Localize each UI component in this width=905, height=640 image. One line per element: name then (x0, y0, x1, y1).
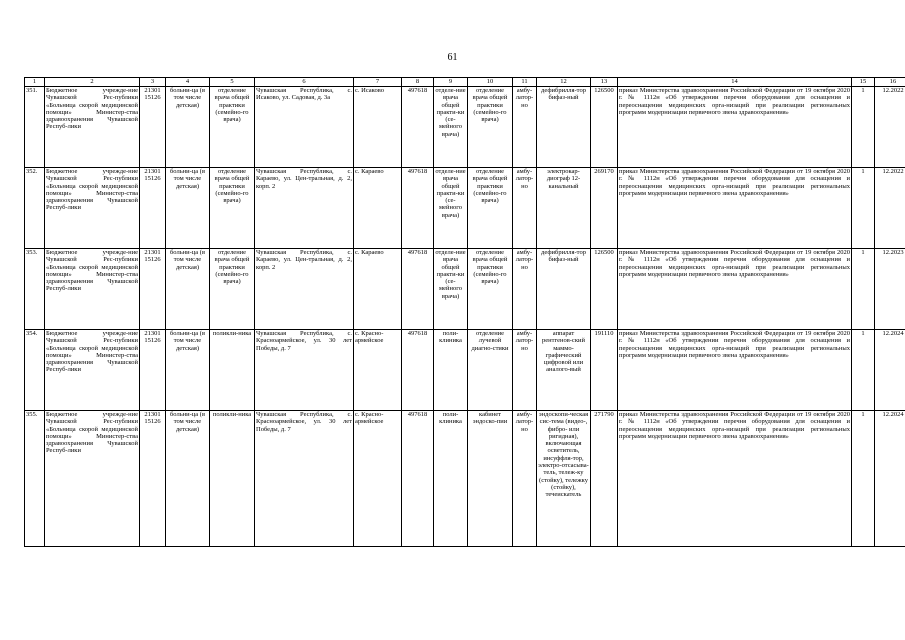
row-number: 351. (25, 87, 45, 168)
column-header: 6 (255, 78, 354, 87)
date-cell: 12.2023 (875, 249, 905, 330)
equipment-cell: эндоскопи-ческая сис-тема (видео-, фибро- или ригидная), включающая осветитель, инсуффля-тор, электро-отсасыва-тель, тележ-ку (стойку), тележку (стойку), течеискатель (537, 411, 591, 547)
address-cell: Чувашская Республика, с. Караево, ул. Цен-тральная, д. 2, корп. 2 (255, 168, 354, 249)
care-type-cell: амбу-латор-но (513, 249, 537, 330)
basis-cell: приказ Министерства здравоохранения Российской Федерации от 19 октября 2020 г. № 1112н «Об утверждении перечня оборудования для оснащения и переоснащения медицинских орга-низаций при реализации региональных программ модернизации первичного звена здравоохранения» (618, 87, 852, 168)
locality-cell: с. Красно-армейское (354, 330, 402, 411)
basis-cell: приказ Министерства здравоохранения Российской Федерации от 19 октября 2020 г. № 1112н «Об утверждении перечня оборудования для оснащения и переоснащения медицинских орга-низаций при реализации региональных программ модернизации первичного звена здравоохранения» (618, 249, 852, 330)
column-header: 3 (140, 78, 166, 87)
department-cell: отделение врача общей практики (семейно-го врача) (210, 87, 255, 168)
unit-cell: отделе-ние врача общей практи-ки (се-мейного врача) (434, 168, 468, 249)
row-number: 355. (25, 411, 45, 547)
unit-cell: поли-клиника (434, 411, 468, 547)
quantity-cell: 1 (852, 249, 875, 330)
department-cell: поликли-ника (210, 411, 255, 547)
column-header: 10 (468, 78, 513, 87)
subunit-cell: отделение врача общей практики (семейно-го врача) (468, 168, 513, 249)
column-header: 12 (537, 78, 591, 87)
equipment-table (24, 77, 905, 547)
address-cell: Чувашская Республика, с. Красноармейское, ул. 30 лет Победы, д. 7 (255, 411, 354, 547)
table-header-row (25, 78, 905, 87)
okato-cell: 497618 (402, 168, 434, 249)
column-header: 8 (402, 78, 434, 87)
cost-cell: 126500 (591, 249, 618, 330)
locality-cell: с. Караево (354, 249, 402, 330)
locality-cell: с. Красно-армейское (354, 411, 402, 547)
care-type-cell: амбу-латор-но (513, 330, 537, 411)
quantity-cell: 1 (852, 168, 875, 249)
subunit-cell: кабинет эндоско-пии (468, 411, 513, 547)
row-number: 353. (25, 249, 45, 330)
unit-cell: отделе-ние врача общей практи-ки (се-мейного врача) (434, 249, 468, 330)
care-type-cell: амбу-латор-но (513, 87, 537, 168)
column-header: 5 (210, 78, 255, 87)
cost-cell: 269170 (591, 168, 618, 249)
date-cell: 12.2024 (875, 411, 905, 547)
quantity-cell: 1 (852, 411, 875, 547)
table-row (25, 330, 905, 411)
okato-cell: 497618 (402, 411, 434, 547)
locality-cell: с. Исаково (354, 87, 402, 168)
column-header: 9 (434, 78, 468, 87)
page-number: 61 (447, 52, 458, 63)
facility-type-cell: больни-ца (в том числе детская) (166, 168, 210, 249)
subunit-cell: отделение врача общей практики (семейно-го врача) (468, 249, 513, 330)
facility-type-cell: больни-ца (в том числе детская) (166, 330, 210, 411)
table-row (25, 249, 905, 330)
equipment-cell: дефибрилля-тор бифаз-ный (537, 249, 591, 330)
date-cell: 12.2024 (875, 330, 905, 411)
date-cell: 12.2022 (875, 87, 905, 168)
organization-cell: Бюджетное учрежде-ние Чувашской Рес-публики «Больница скорой медицинской помощи» Министер-ства здравоохранения Чувашской Респуб-лики (45, 87, 140, 168)
code-cell: 21301 15126 (140, 330, 166, 411)
care-type-cell: амбу-латор-но (513, 168, 537, 249)
address-cell: Чувашская Республика, с. Красноармейское, ул. 30 лет Победы, д. 7 (255, 330, 354, 411)
address-cell: Чувашская Республика, с. Караево, ул. Цен-тральная, д. 2, корп. 2 (255, 249, 354, 330)
cost-cell: 126500 (591, 87, 618, 168)
facility-type-cell: больни-ца (в том числе детская) (166, 411, 210, 547)
basis-cell: приказ Министерства здравоохранения Российской Федерации от 19 октября 2020 г. № 1112н «Об утверждении перечня оборудования для оснащения и переоснащения медицинских орга-низаций при реализации региональных программ модернизации первичного звена здравоохранения» (618, 168, 852, 249)
subunit-cell: отделение врача общей практики (семейно-го врача) (468, 87, 513, 168)
quantity-cell: 1 (852, 330, 875, 411)
column-header: 7 (354, 78, 402, 87)
department-cell: поликли-ника (210, 330, 255, 411)
column-header: 1 (25, 78, 45, 87)
locality-cell: с. Караево (354, 168, 402, 249)
date-cell: 12.2022 (875, 168, 905, 249)
cost-cell: 271790 (591, 411, 618, 547)
column-header: 13 (591, 78, 618, 87)
okato-cell: 497618 (402, 249, 434, 330)
column-header: 15 (852, 78, 875, 87)
code-cell: 21301 15126 (140, 168, 166, 249)
quantity-cell: 1 (852, 87, 875, 168)
row-number: 354. (25, 330, 45, 411)
facility-type-cell: больни-ца (в том числе детская) (166, 249, 210, 330)
column-header: 2 (45, 78, 140, 87)
cost-cell: 191110 (591, 330, 618, 411)
facility-type-cell: больни-ца (в том числе детская) (166, 87, 210, 168)
equipment-cell: аппарат рентгенов-ский маммо-графический цифровой или аналого-вый (537, 330, 591, 411)
column-header: 4 (166, 78, 210, 87)
column-header: 11 (513, 78, 537, 87)
care-type-cell: амбу-латор-но (513, 411, 537, 547)
code-cell: 21301 15126 (140, 87, 166, 168)
organization-cell: Бюджетное учрежде-ние Чувашской Рес-публики «Больница скорой медицинской помощи» Министер-ства здравоохранения Чувашской Респуб-лики (45, 249, 140, 330)
basis-cell: приказ Министерства здравоохранения Российской Федерации от 19 октября 2020 г. № 1112н «Об утверждении перечня оборудования для оснащения и переоснащения медицинских орга-низаций при реализации региональных программ модернизации первичного звена здравоохранения» (618, 411, 852, 547)
organization-cell: Бюджетное учрежде-ние Чувашской Рес-публики «Больница скорой медицинской помощи» Министер-ства здравоохранения Чувашской Респуб-лики (45, 168, 140, 249)
organization-cell: Бюджетное учрежде-ние Чувашской Рес-публики «Больница скорой медицинской помощи» Министер-ства здравоохранения Чувашской Респуб-лики (45, 330, 140, 411)
column-header: 14 (618, 78, 852, 87)
unit-cell: отделе-ние врача общей практи-ки (се-мейного врача) (434, 87, 468, 168)
organization-cell: Бюджетное учрежде-ние Чувашской Рес-публики «Больница скорой медицинской помощи» Министер-ства здравоохранения Чувашской Респуб-лики (45, 411, 140, 547)
equipment-cell: электрокар-диограф 12-канальный (537, 168, 591, 249)
department-cell: отделение врача общей практики (семейно-го врача) (210, 168, 255, 249)
okato-cell: 497618 (402, 330, 434, 411)
unit-cell: поли-клиника (434, 330, 468, 411)
table-row (25, 87, 905, 168)
column-header: 16 (875, 78, 905, 87)
code-cell: 21301 15126 (140, 249, 166, 330)
subunit-cell: отделение лучевой диагно-стики (468, 330, 513, 411)
department-cell: отделение врача общей практики (семейно-го врача) (210, 249, 255, 330)
code-cell: 21301 15126 (140, 411, 166, 547)
table-row (25, 168, 905, 249)
address-cell: Чувашская Республика, с. Исаково, ул. Садовая, д. 3а (255, 87, 354, 168)
okato-cell: 497618 (402, 87, 434, 168)
table-row (25, 411, 905, 547)
row-number: 352. (25, 168, 45, 249)
basis-cell: приказ Министерства здравоохранения Российской Федерации от 19 октября 2020 г. № 1112н «Об утверждении перечня оборудования для оснащения и переоснащения медицинских орга-низаций при реализации региональных программ модернизации первичного звена здравоохранения» (618, 330, 852, 411)
equipment-cell: дефибрилля-тор бифаз-ный (537, 87, 591, 168)
